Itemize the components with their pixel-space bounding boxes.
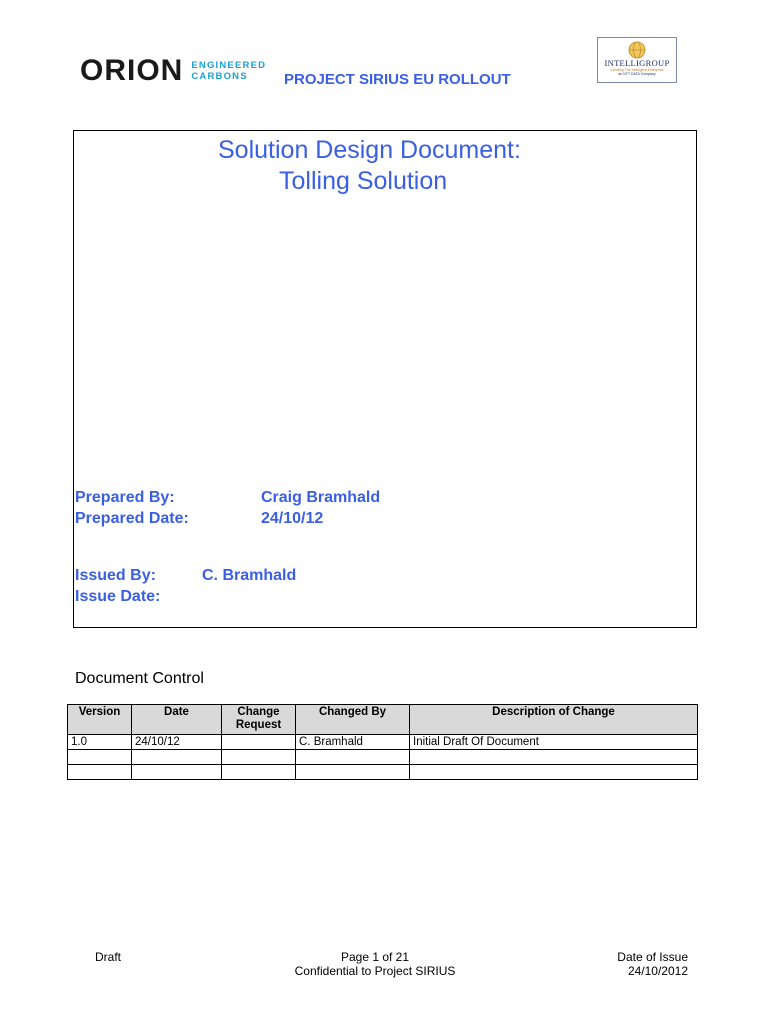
orion-logo-wordmark: ORION: [80, 54, 184, 87]
prepared-date-label: Prepared Date:: [75, 510, 189, 527]
changed-by-cell: C. Bramhald: [296, 735, 410, 750]
orion-engineered-carbons-logo: [80, 56, 266, 86]
document-control-heading: Document Control: [75, 670, 204, 687]
description-cell: Initial Draft Of Document: [410, 735, 698, 750]
footer-confidentiality: Confidential to Project SIRIUS: [294, 964, 456, 978]
prepared-date-value: 24/10/12: [261, 510, 324, 527]
title-block: [73, 130, 697, 628]
version-cell: [68, 765, 132, 780]
changed-by-cell: [296, 765, 410, 780]
intelligroup-tagline: Creating The Intelligent Enterprise: [610, 68, 664, 72]
issued-by-value: C. Bramhald: [202, 567, 297, 584]
date-cell: 24/10/12: [132, 735, 222, 750]
change-request-cell: [222, 735, 296, 750]
footer-status: Draft: [95, 950, 122, 964]
column-header-date: Date: [132, 705, 222, 735]
intelligroup-subline: an NTT DATA Company: [618, 72, 656, 76]
footer-date-label: Date of Issue: [617, 950, 688, 964]
globe-icon: [628, 41, 646, 59]
table-row: [68, 750, 698, 765]
date-cell: [132, 765, 222, 780]
footer-date-value: 24/10/2012: [627, 964, 688, 978]
description-cell: [410, 765, 698, 780]
document-control-table: [67, 704, 698, 780]
issued-by-label: Issued By:: [75, 567, 156, 584]
prepared-by-value: Craig Bramhald: [261, 489, 381, 506]
project-title: PROJECT SIRIUS EU ROLLOUT: [284, 71, 511, 88]
footer-page-number: Page 1 of 21: [340, 950, 410, 964]
version-cell: 1.0: [68, 735, 132, 750]
intelligroup-name: INTELLIGROUP: [604, 58, 670, 68]
change-request-cell: [222, 750, 296, 765]
table-row: [68, 735, 698, 750]
column-header-changed-by: Changed By: [296, 705, 410, 735]
date-cell: [132, 750, 222, 765]
issue-date-label: Issue Date:: [75, 588, 161, 605]
column-header-description: Description of Change: [410, 705, 698, 735]
footer-issue-date: [617, 950, 688, 978]
table-header-row: [68, 705, 698, 735]
orion-logo-subtitle: [191, 60, 266, 82]
changed-by-cell: [296, 750, 410, 765]
orion-logo-sub-line-2: CARBONS: [191, 71, 248, 82]
version-cell: [68, 750, 132, 765]
document-title: Solution Design Document:: [218, 136, 521, 164]
prepared-by-label: Prepared By:: [75, 489, 175, 506]
document-subtitle: Tolling Solution: [279, 167, 448, 195]
description-cell: [410, 750, 698, 765]
table-row: [68, 765, 698, 780]
column-header-change-request: Change Request: [222, 705, 296, 735]
orion-logo-sub-line-1: ENGINEERED: [191, 60, 267, 71]
footer-center: [235, 950, 515, 978]
intelligroup-logo: [597, 37, 677, 83]
change-request-cell: [222, 765, 296, 780]
column-header-version: Version: [68, 705, 132, 735]
